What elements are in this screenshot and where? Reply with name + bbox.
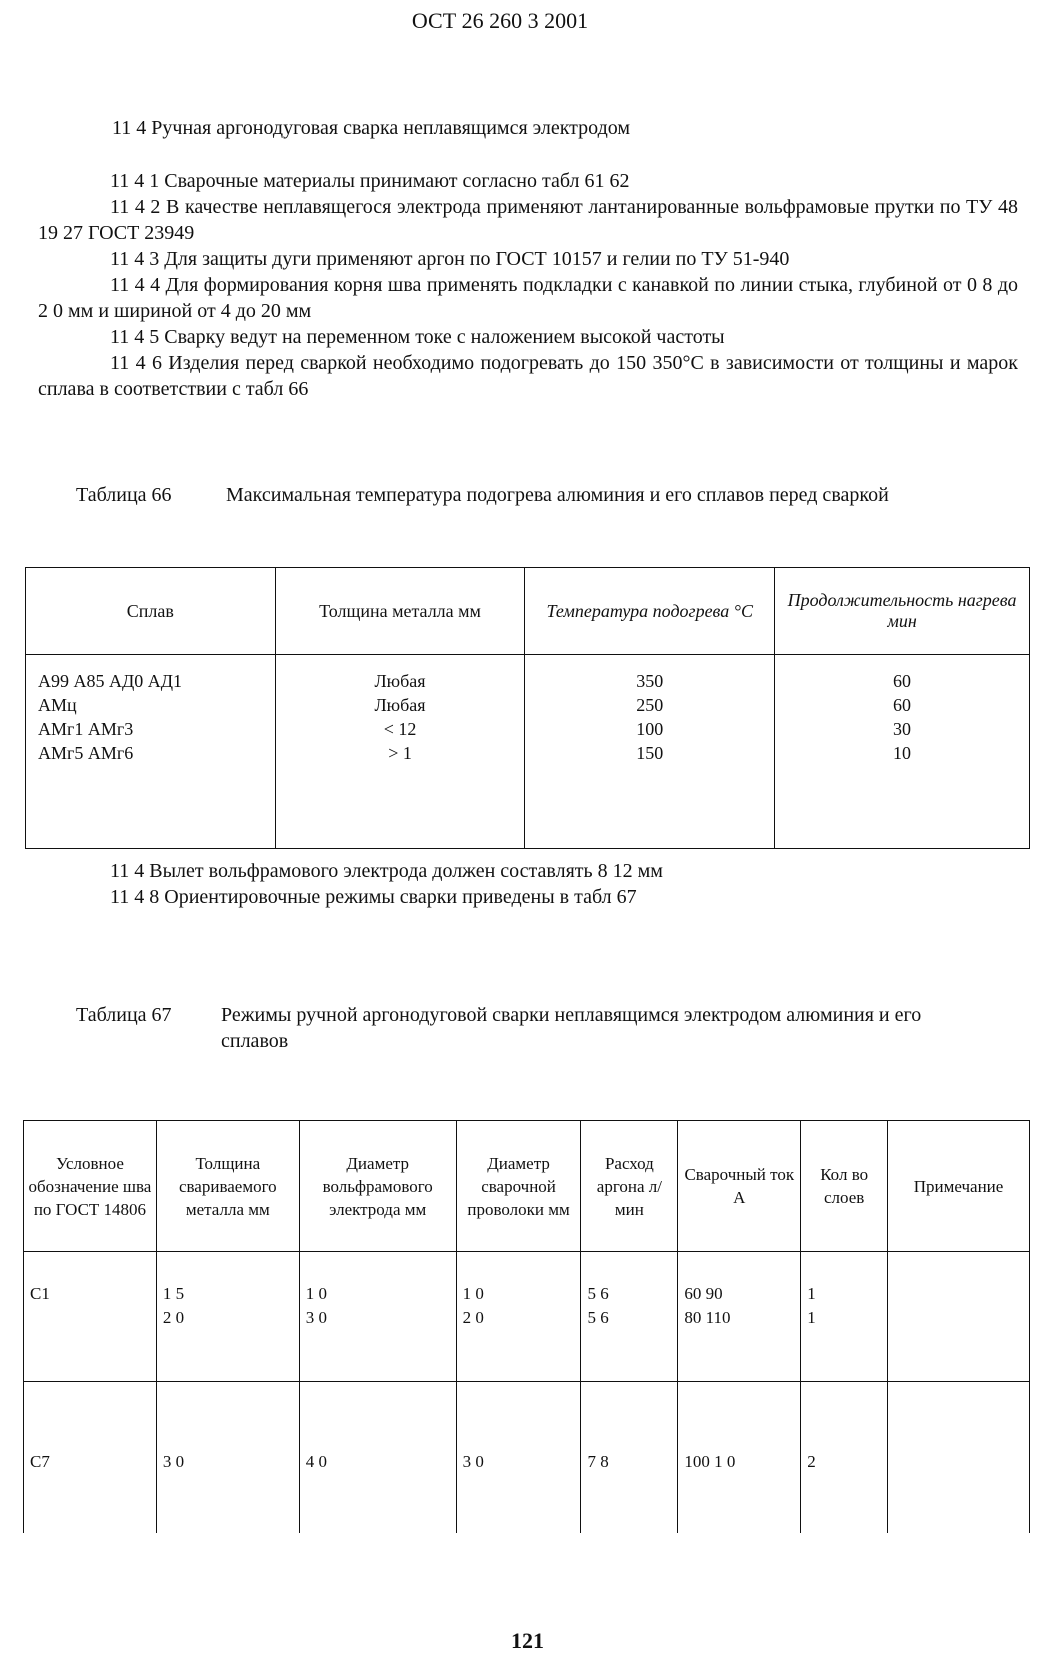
alloy-value: АМг1 АМг3 [38, 719, 134, 739]
paragraph: 11 4 Вылет вольфрамового электрода должен составлять 8 12 мм [110, 860, 663, 882]
column-header-thickness: Толщина свариваемого металла мм [156, 1121, 299, 1252]
thickness-value: 1 5 [162, 1284, 185, 1303]
electrode-value: 3 0 [305, 1308, 327, 1327]
section-title: 11 4 Ручная аргонодуговая сварка неплавящимся электродом [112, 117, 631, 139]
alloy-value: А99 А85 АД0 АД1 [38, 671, 183, 691]
table67-title: Режимы ручной аргонодуговой сварки неплавящимся электродом алюминия и его сплавов [221, 1004, 922, 1052]
current-cell [678, 1252, 801, 1382]
table66-caption [76, 482, 976, 542]
thickness-value: 2 0 [162, 1308, 185, 1327]
temperature-value: 100 [636, 719, 664, 739]
temperature-value: 350 [636, 671, 664, 691]
wire-cell [456, 1252, 581, 1382]
paragraph: 11 4 3 Для защиты дуги применяют аргон по ГОСТ 10157 и гелии по ТУ 51-940 [110, 248, 790, 270]
duration-value: 60 [893, 671, 912, 691]
temperature-cell [525, 655, 775, 849]
table-row [26, 655, 1030, 849]
note-cell [888, 1252, 1030, 1382]
thickness-value: > 1 [388, 743, 412, 763]
electrode-cell: 4 0 [299, 1382, 456, 1534]
column-header-electrode: Диаметр вольфрамового электрода мм [299, 1121, 456, 1252]
temperature-value: 150 [636, 743, 664, 763]
duration-value: 10 [893, 743, 912, 763]
layers-cell [801, 1252, 888, 1382]
column-header-code: Условное обозначение шва по ГОСТ 14806 [24, 1121, 157, 1252]
column-header-note: Примечание [888, 1121, 1030, 1252]
column-header-argon: Расход аргона л/мин [581, 1121, 678, 1252]
layers-cell: 2 [801, 1382, 888, 1534]
alloy-value: АМц [38, 695, 77, 715]
paragraph: 11 4 1 Сварочные материалы принимают согласно табл 61 62 [110, 170, 630, 192]
page-number: 121 [511, 1628, 544, 1653]
wire-value: 1 0 [462, 1284, 484, 1303]
current-cell: 100 1 0 [678, 1382, 801, 1534]
table-row [24, 1252, 1030, 1382]
mid-paragraphs [110, 858, 990, 910]
column-header-temperature: Температура подогрева °С [525, 568, 775, 655]
column-header-current: Сварочный ток А [678, 1121, 801, 1252]
thickness-cell [275, 655, 525, 849]
thickness-value: < 12 [383, 719, 417, 739]
paragraph: 11 4 4 Для формирования корня шва применять подкладки с канавкой по линии стыка, глубиной от 0 8 до 2 0 мм и шириной от 4 до 20 мм [38, 274, 1018, 322]
current-value: 80 110 [684, 1308, 731, 1327]
column-header-thickness: Толщина металла мм [275, 568, 525, 655]
duration-cell [775, 655, 1030, 849]
column-header-layers: Кол во слоев [801, 1121, 888, 1252]
thickness-cell: 3 0 [156, 1382, 299, 1534]
table67-caption [76, 1002, 976, 1062]
column-header-wire: Диаметр сварочной проволоки мм [456, 1121, 581, 1252]
thickness-value: Любая [374, 695, 426, 715]
paragraph: 11 4 2 В качестве неплавящегося электрода применяют лантанированные вольфрамовые прутки по ТУ 48 19 27 ГОСТ 23949 [38, 196, 1018, 244]
column-header-duration: Продолжительность нагрева мин [775, 568, 1030, 655]
section-body [38, 168, 1018, 402]
alloy-cell [26, 655, 276, 849]
current-value: 60 90 [684, 1284, 723, 1303]
temperature-value: 250 [636, 695, 664, 715]
argon-value: 5 6 [587, 1284, 609, 1303]
layers-value: 1 [807, 1308, 816, 1327]
argon-cell [581, 1252, 678, 1382]
layers-value: 1 [807, 1284, 816, 1303]
paragraph: 11 4 5 Сварку ведут на переменном токе с наложением высокой частоты [110, 326, 725, 348]
argon-value: 5 6 [587, 1308, 609, 1327]
thickness-cell [156, 1252, 299, 1382]
note-cell [888, 1382, 1030, 1534]
electrode-value: 1 0 [305, 1284, 327, 1303]
code-cell: С1 [24, 1252, 157, 1382]
code-cell: С7 [24, 1382, 157, 1534]
paragraph: 11 4 6 Изделия перед сваркой необходимо подогревать до 150 350°С в зависимости от толщины и марок сплава в соответствии с табл 66 [38, 352, 1018, 400]
column-header-alloy: Сплав [26, 568, 276, 655]
table66-title: Максимальная температура подогрева алюминия и его сплавов перед сваркой [226, 484, 889, 506]
document-header: ОСТ 26 260 3 2001 [411, 8, 589, 33]
table67 [23, 1120, 1030, 1533]
table-row [24, 1382, 1030, 1534]
table66 [25, 567, 1030, 849]
table67-label: Таблица 67 [76, 1004, 172, 1026]
duration-value: 30 [893, 719, 912, 739]
wire-value: 2 0 [462, 1308, 484, 1327]
paragraph: 11 4 8 Ориентировочные режимы сварки приведены в табл 67 [110, 886, 637, 908]
table66-label: Таблица 66 [76, 484, 172, 506]
argon-cell: 7 8 [581, 1382, 678, 1534]
duration-value: 60 [893, 695, 912, 715]
alloy-value: АМг5 АМг6 [38, 743, 134, 763]
electrode-cell [299, 1252, 456, 1382]
thickness-value: Любая [374, 671, 426, 691]
wire-cell: 3 0 [456, 1382, 581, 1534]
